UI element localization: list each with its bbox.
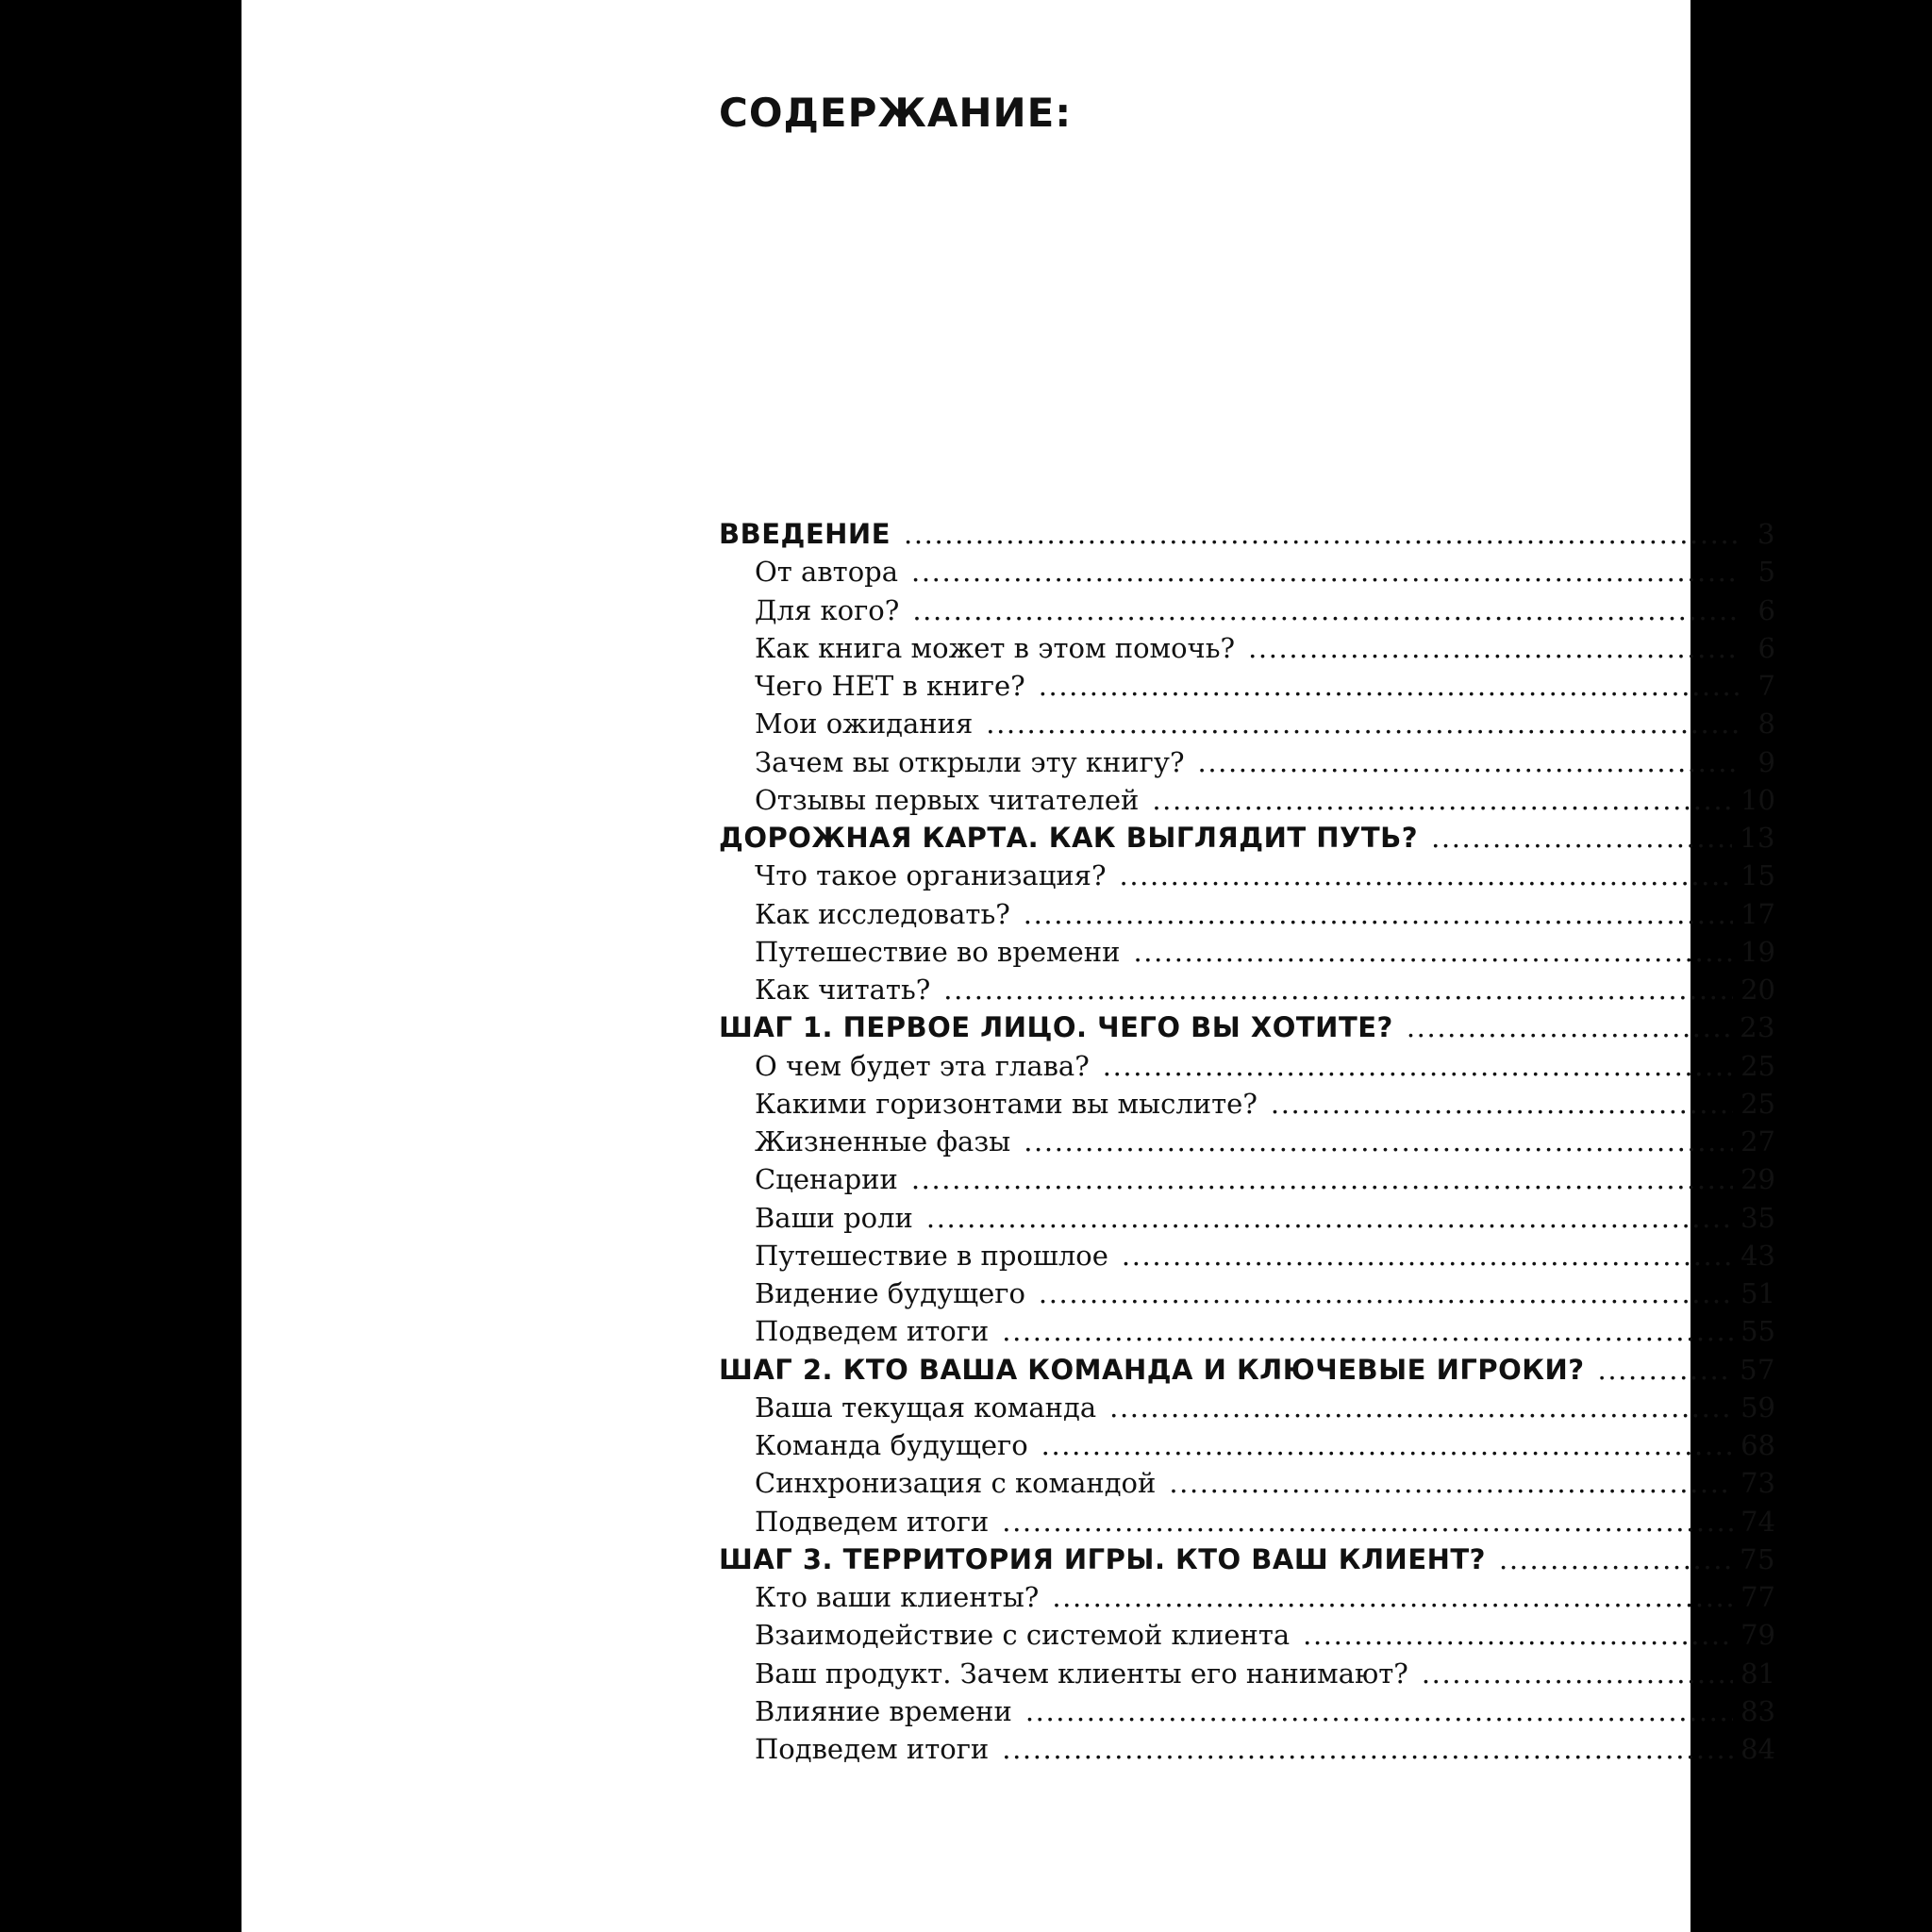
dot-leader — [1198, 743, 1740, 781]
toc-section-entry — [719, 933, 1775, 971]
dot-leader — [986, 705, 1740, 742]
dot-leader — [1024, 1123, 1733, 1160]
toc-entry-page-number: 15 — [1740, 859, 1775, 892]
dot-leader — [912, 591, 1740, 629]
toc-section-entry — [719, 781, 1775, 819]
dot-leader — [1002, 1312, 1733, 1350]
dot-leader — [1271, 1085, 1733, 1123]
toc-entry-page-number: 23 — [1740, 1011, 1775, 1044]
toc-entry-page-number: 51 — [1740, 1277, 1775, 1309]
dot-leader — [926, 1199, 1733, 1237]
toc-entry-label: Как книга может в этом помочь? — [755, 631, 1236, 664]
dot-leader — [1039, 1274, 1733, 1312]
toc-entry-label: ДОРОЖНАЯ КАРТА. КАК ВЫГЛЯДИТ ПУТЬ? — [719, 822, 1419, 854]
dot-leader — [1169, 1464, 1733, 1502]
toc-entry-label: Видение будущего — [755, 1277, 1025, 1309]
toc-chapter-entry — [719, 1008, 1775, 1046]
toc-entry-page-number: 10 — [1740, 783, 1775, 816]
toc-entry-label: ВВЕДЕНИЕ — [719, 518, 891, 550]
toc-entry-label: Отзывы первых читателей — [755, 783, 1140, 816]
toc-section-entry — [719, 553, 1775, 591]
toc-entry-label: Команда будущего — [755, 1429, 1028, 1461]
dot-leader — [1122, 1237, 1733, 1274]
toc-entry-label: Подведем итоги — [755, 1733, 990, 1765]
toc-section-entry — [719, 1237, 1775, 1274]
toc-entry-label: Мои ожидания — [755, 708, 974, 741]
dot-leader — [1303, 1616, 1733, 1654]
toc-section-entry — [719, 629, 1775, 667]
toc-entry-label: Ваши роли — [755, 1201, 913, 1234]
toc-section-entry — [719, 667, 1775, 705]
toc-section-entry — [719, 1730, 1775, 1768]
toc-entry-label: Какими горизонтами вы мыслите? — [755, 1087, 1257, 1120]
toc-section-entry — [719, 705, 1775, 742]
toc-entry-page-number: 83 — [1740, 1694, 1775, 1727]
toc-entry-label: От автора — [755, 556, 899, 589]
toc-entry-page-number: 20 — [1740, 974, 1775, 1006]
toc-entry-page-number: 75 — [1740, 1542, 1775, 1575]
toc-section-entry — [719, 1692, 1775, 1730]
toc-section-entry — [719, 1426, 1775, 1464]
toc-entry-page-number: 59 — [1740, 1391, 1775, 1424]
toc-entry-label: Что такое организация? — [755, 859, 1107, 892]
dot-leader — [1499, 1541, 1732, 1578]
toc-chapter-entry — [719, 1351, 1775, 1389]
toc-entry-page-number: 74 — [1740, 1505, 1775, 1538]
dot-leader — [1248, 629, 1740, 667]
page-title: СОДЕРЖАНИЕ: — [719, 90, 1073, 136]
toc-entry-page-number: 8 — [1757, 708, 1775, 741]
toc-entry-page-number: 27 — [1740, 1125, 1775, 1158]
toc-entry-label: Влияние времени — [755, 1694, 1012, 1727]
toc-section-entry — [719, 1312, 1775, 1350]
toc-entry-label: Подведем итоги — [755, 1315, 990, 1348]
dot-leader — [1152, 781, 1733, 819]
toc-entry-page-number: 77 — [1740, 1581, 1775, 1613]
dot-leader — [1598, 1351, 1733, 1389]
toc-section-entry — [719, 857, 1775, 894]
toc-entry-label: ШАГ 1. ПЕРВОЕ ЛИЦО. ЧЕГО ВЫ ХОТИТЕ? — [719, 1011, 1393, 1044]
toc-section-entry — [719, 1274, 1775, 1312]
toc-entry-page-number: 29 — [1740, 1163, 1775, 1196]
toc-entry-page-number: 25 — [1740, 1087, 1775, 1120]
toc-section-entry — [719, 1123, 1775, 1160]
dot-leader — [1039, 667, 1740, 705]
dot-leader — [1002, 1730, 1733, 1768]
toc-entry-page-number: 3 — [1757, 518, 1775, 550]
dot-leader — [904, 515, 1740, 553]
toc-entry-page-number: 57 — [1740, 1353, 1775, 1386]
toc-section-entry — [719, 1616, 1775, 1654]
dot-leader — [1407, 1008, 1732, 1046]
dot-leader — [1025, 1692, 1733, 1730]
dot-leader — [1103, 1047, 1733, 1085]
toc-entry-page-number: 68 — [1740, 1429, 1775, 1461]
dot-leader — [911, 1160, 1733, 1198]
toc-chapter-entry — [719, 515, 1775, 553]
table-of-contents — [719, 515, 1775, 1768]
toc-entry-label: Ваша текущая команда — [755, 1391, 1097, 1424]
toc-entry-page-number: 79 — [1740, 1619, 1775, 1652]
dot-leader — [1120, 857, 1734, 894]
toc-entry-page-number: 43 — [1740, 1239, 1775, 1272]
dot-leader — [943, 971, 1733, 1008]
toc-section-entry — [719, 1389, 1775, 1426]
toc-entry-label: Путешествие во времени — [755, 935, 1121, 968]
toc-entry-label: Взаимодействие с системой клиента — [755, 1619, 1291, 1652]
toc-entry-label: Кто ваши клиенты? — [755, 1581, 1040, 1613]
toc-entry-label: Для кого? — [755, 593, 900, 626]
toc-entry-label: Жизненные фазы — [755, 1125, 1011, 1158]
toc-entry-label: Чего НЕТ в книге? — [755, 670, 1025, 702]
toc-entry-label: Как исследовать? — [755, 897, 1010, 930]
toc-section-entry — [719, 895, 1775, 933]
dot-leader — [1041, 1426, 1733, 1464]
toc-entry-page-number: 81 — [1740, 1657, 1775, 1690]
toc-section-entry — [719, 1047, 1775, 1085]
toc-section-entry — [719, 1655, 1775, 1692]
toc-section-entry — [719, 1199, 1775, 1237]
toc-section-entry — [719, 1503, 1775, 1541]
toc-entry-page-number: 5 — [1757, 556, 1775, 589]
toc-entry-page-number: 25 — [1740, 1049, 1775, 1082]
toc-entry-label: О чем будет эта глава? — [755, 1049, 1090, 1082]
toc-section-entry — [719, 1160, 1775, 1198]
toc-section-entry — [719, 743, 1775, 781]
toc-entry-page-number: 55 — [1740, 1315, 1775, 1348]
toc-entry-page-number: 7 — [1757, 670, 1775, 702]
toc-section-entry — [719, 971, 1775, 1008]
book-page — [242, 0, 1775, 1932]
toc-entry-page-number: 73 — [1740, 1467, 1775, 1500]
toc-entry-label: Подведем итоги — [755, 1505, 990, 1538]
toc-entry-page-number: 6 — [1757, 631, 1775, 664]
toc-section-entry — [719, 1085, 1775, 1123]
toc-entry-label: Путешествие в прошлое — [755, 1239, 1108, 1272]
toc-chapter-entry — [719, 819, 1775, 857]
toc-entry-page-number: 17 — [1740, 897, 1775, 930]
toc-entry-page-number: 6 — [1757, 593, 1775, 626]
toc-entry-label: ШАГ 2. КТО ВАША КОМАНДА И КЛЮЧЕВЫЕ ИГРОКИ? — [719, 1353, 1585, 1386]
toc-entry-label: Сценарии — [755, 1163, 898, 1196]
toc-entry-page-number: 9 — [1757, 745, 1775, 778]
toc-section-entry — [719, 1464, 1775, 1502]
dot-leader — [1133, 933, 1733, 971]
toc-entry-label: Зачем вы открыли эту книгу? — [755, 745, 1185, 778]
dot-leader — [1109, 1389, 1733, 1426]
toc-section-entry — [719, 591, 1775, 629]
toc-entry-label: Как читать? — [755, 974, 931, 1006]
dot-leader — [1024, 895, 1733, 933]
dot-leader — [1422, 1655, 1733, 1692]
toc-entry-label: Синхронизация с командой — [755, 1467, 1157, 1500]
toc-entry-page-number: 19 — [1740, 935, 1775, 968]
toc-section-entry — [719, 1578, 1775, 1616]
dot-leader — [1431, 819, 1732, 857]
toc-entry-page-number: 84 — [1740, 1733, 1775, 1765]
toc-entry-page-number: 13 — [1740, 822, 1775, 854]
toc-entry-label: Ваш продукт. Зачем клиенты его нанимают? — [755, 1657, 1408, 1690]
dot-leader — [911, 553, 1740, 591]
dot-leader — [1002, 1503, 1733, 1541]
toc-entry-page-number: 35 — [1740, 1201, 1775, 1234]
toc-chapter-entry — [719, 1541, 1775, 1578]
dot-leader — [1052, 1578, 1733, 1616]
toc-entry-label: ШАГ 3. ТЕРРИТОРИЯ ИГРЫ. КТО ВАШ КЛИЕНТ? — [719, 1542, 1487, 1575]
